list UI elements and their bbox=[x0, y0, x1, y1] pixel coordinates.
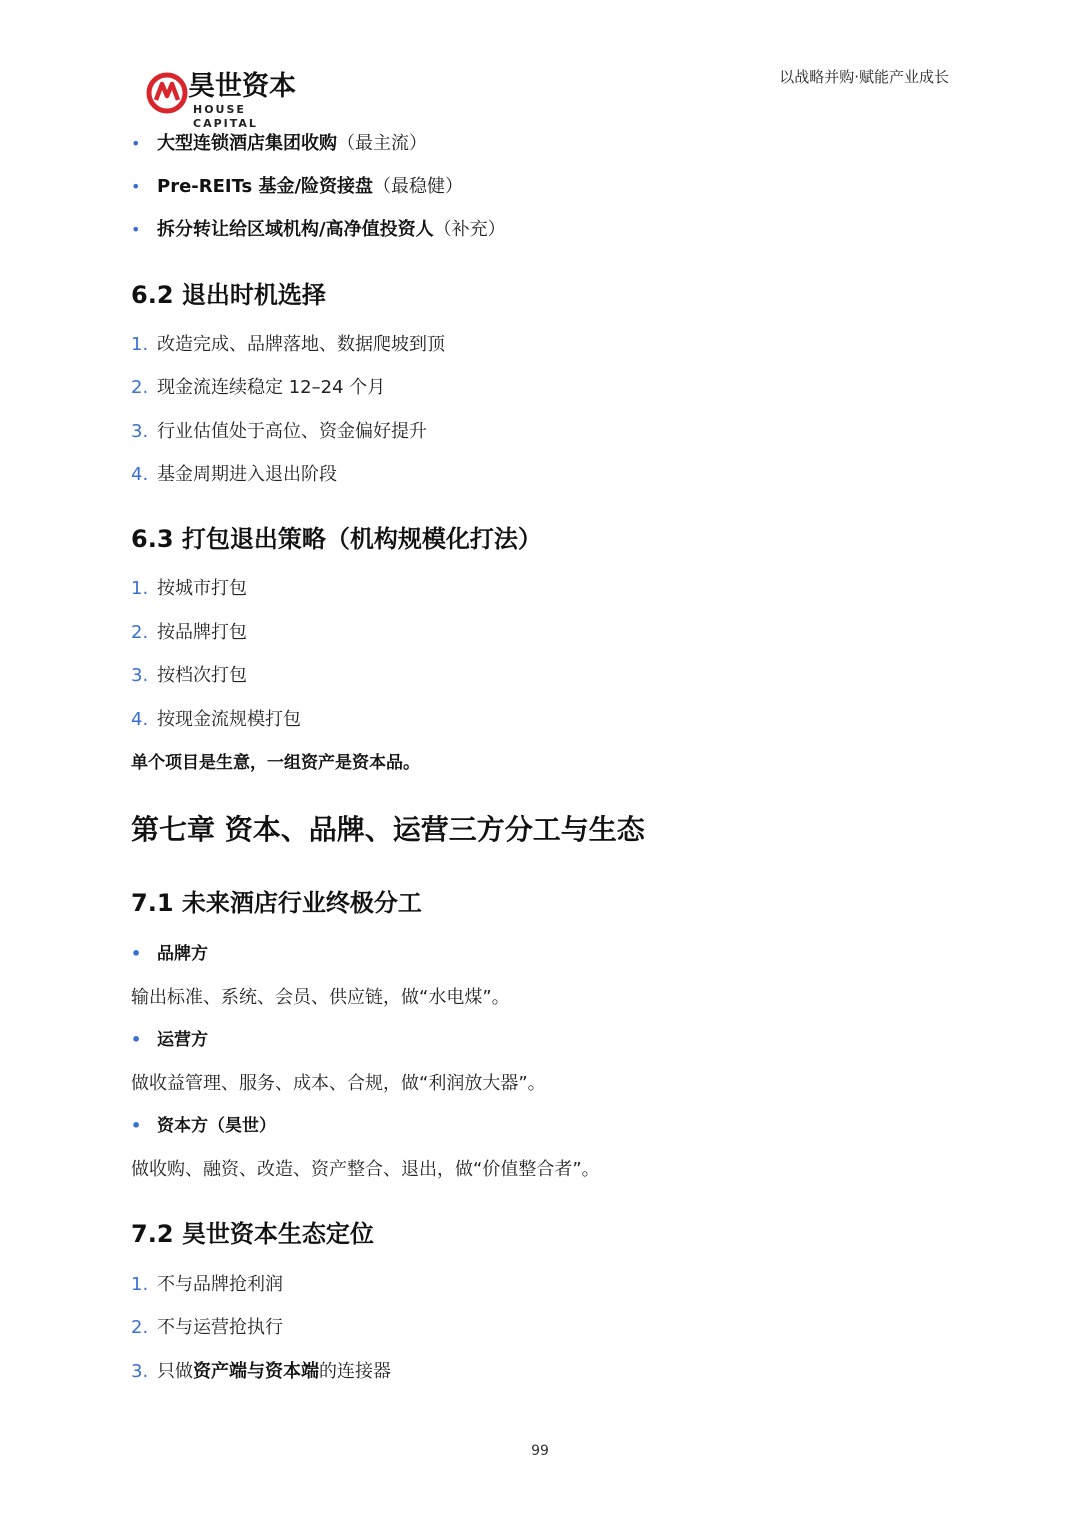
list-item bbox=[131, 332, 445, 358]
bullet-icon: • bbox=[131, 1030, 142, 1049]
list-number: 4. bbox=[131, 709, 149, 730]
role-description: 做收益管理、服务、成本、合规，做“利润放大器”。 bbox=[131, 1073, 546, 1094]
header-slogan: 以战略并购·赋能产业成长 bbox=[779, 68, 949, 86]
list-number: 3. bbox=[131, 1361, 149, 1382]
list-number: 3. bbox=[131, 421, 149, 442]
list-item bbox=[131, 375, 385, 401]
list-item-text: 改造完成、品牌落地、数据爬坡到顶 bbox=[157, 334, 445, 355]
section-heading: 7.2 昊世资本生态定位 bbox=[131, 1220, 374, 1248]
list-item-bold: Pre-REITs 基金/险资接盘 bbox=[157, 176, 374, 197]
list-item bbox=[131, 663, 247, 689]
role-heading bbox=[131, 942, 208, 966]
role-name: 资本方（昊世） bbox=[157, 1116, 276, 1136]
list-item bbox=[131, 1315, 283, 1341]
section-heading: 6.3 打包退出策略（机构规模化打法） bbox=[131, 525, 542, 553]
list-item-text: 基金周期进入退出阶段 bbox=[157, 464, 337, 485]
logo-text-cn: 昊世资本 bbox=[188, 71, 296, 102]
conclusion-text: 单个项目是生意，一组资产是资本品。 bbox=[131, 753, 420, 773]
list-number: 3. bbox=[131, 665, 149, 686]
bullet-icon: • bbox=[131, 177, 141, 196]
role-name: 运营方 bbox=[157, 1030, 208, 1050]
list-item-text: 按城市打包 bbox=[157, 578, 247, 599]
list-number: 2. bbox=[131, 1317, 149, 1338]
list-item-text: 行业估值处于高位、资金偏好提升 bbox=[157, 421, 427, 442]
list-item-bold: 资产端与资本端 bbox=[193, 1361, 319, 1382]
list-item-text: 现金流连续稳定 12–24 个月 bbox=[157, 377, 386, 398]
bullet-icon: • bbox=[131, 134, 141, 153]
list-item-bold: 拆分转让给区域机构/高净值投资人 bbox=[157, 219, 434, 240]
list-item bbox=[131, 576, 247, 602]
list-item bbox=[131, 707, 301, 733]
section-heading: 7.1 未来酒店行业终极分工 bbox=[131, 889, 422, 917]
list-item-text: 不与品牌抢利润 bbox=[157, 1274, 283, 1295]
role-heading bbox=[131, 1028, 208, 1052]
role-description: 做收购、融资、改造、资产整合、退出，做“价值整合者”。 bbox=[131, 1159, 600, 1180]
list-item-note: （补充） bbox=[433, 219, 506, 240]
list-number: 4. bbox=[131, 464, 149, 485]
list-item-text: 按档次打包 bbox=[157, 665, 247, 686]
list-number: 2. bbox=[131, 377, 149, 398]
list-item bbox=[131, 131, 427, 157]
section-heading: 6.2 退出时机选择 bbox=[131, 281, 326, 309]
list-item bbox=[131, 419, 427, 445]
bullet-icon: • bbox=[131, 220, 141, 239]
list-item-text: 按品牌打包 bbox=[157, 622, 247, 643]
role-description: 输出标准、系统、会员、供应链，做“水电煤”。 bbox=[131, 987, 510, 1008]
list-item bbox=[131, 217, 506, 243]
list-item-text: 只做 bbox=[157, 1361, 193, 1382]
list-item-note: （最稳健） bbox=[373, 176, 464, 197]
list-item bbox=[131, 1272, 283, 1298]
company-logo bbox=[146, 70, 316, 130]
list-item-bold: 大型连锁酒店集团收购 bbox=[157, 133, 337, 154]
role-name: 品牌方 bbox=[157, 944, 208, 964]
list-item bbox=[131, 1359, 391, 1385]
role-heading bbox=[131, 1114, 276, 1138]
list-item bbox=[131, 174, 463, 200]
list-item-text: 不与运营抢执行 bbox=[157, 1317, 283, 1338]
bullet-icon: • bbox=[131, 944, 142, 963]
list-item-note: （最主流） bbox=[337, 133, 427, 154]
page-number: 99 bbox=[531, 1443, 549, 1459]
list-item bbox=[131, 620, 247, 646]
list-number: 1. bbox=[131, 578, 149, 599]
chapter-heading: 第七章 资本、品牌、运营三方分工与生态 bbox=[131, 813, 645, 846]
logo-text-en: HOUSE CAPITAL bbox=[193, 103, 258, 130]
list-item-text: 按现金流规模打包 bbox=[157, 709, 301, 730]
list-number: 1. bbox=[131, 1274, 149, 1295]
list-number: 2. bbox=[131, 622, 149, 643]
list-item bbox=[131, 462, 337, 488]
bullet-icon: • bbox=[131, 1116, 142, 1135]
list-number: 1. bbox=[131, 334, 149, 355]
house-capital-logo-icon bbox=[146, 72, 188, 114]
list-item-text: 的连接器 bbox=[319, 1361, 391, 1382]
